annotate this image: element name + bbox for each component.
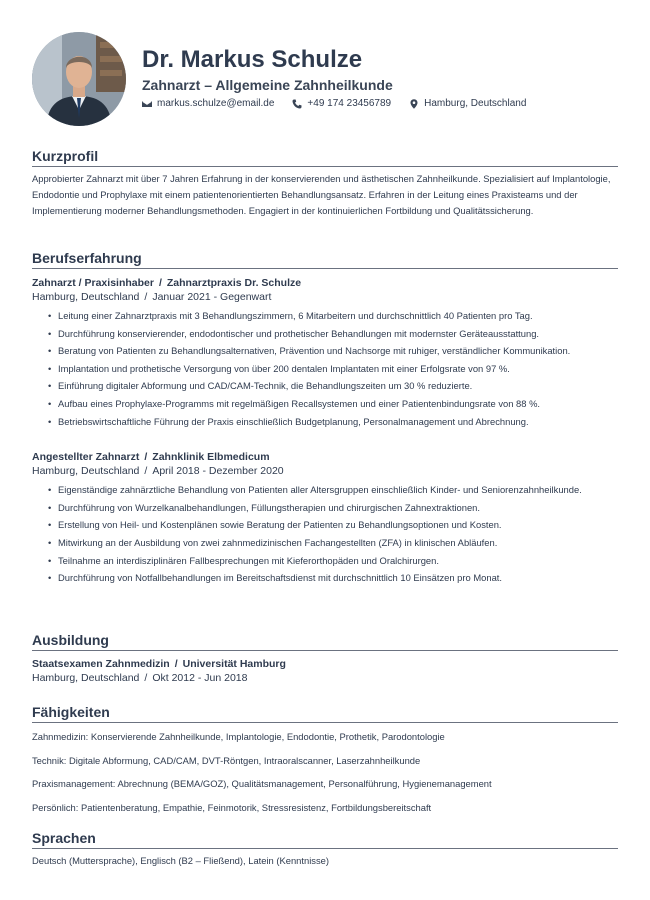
section-heading: Fähigkeiten (32, 704, 618, 723)
section-heading: Kurzprofil (32, 148, 618, 167)
education-degree: Staatsexamen Zahnmedizin (32, 658, 170, 670)
job-bullets (32, 307, 618, 430)
job-bullets (32, 481, 618, 587)
bullet-item: • Beratung von Patienten zu Behandlungsalternativen, Prävention und Nachsorge mit ruhiger, verständlicher Kommunikation. (32, 342, 618, 360)
bullet-item: • Mitwirkung an der Ausbildung von zwei zahnmedizinischen Fachangestellten (ZFA) in klinischen Abläufen. (32, 534, 618, 552)
section-skills (32, 704, 618, 819)
skill-line: Technik: Digitale Abformung, CAD/CAM, DVT-Röntgen, Intraoralscanner, Laserzahnheilkunde (32, 754, 421, 766)
skill-line: Zahnmedizin: Konservierende Zahnheilkunde, Implantologie, Endodontie, Prothetik, Parodontologie (32, 731, 445, 742)
bullet-item: • Implantation und prothetische Versorgung von über 200 dentalen Implantaten mit einer Erfolgsrate von 97 %. (32, 360, 618, 378)
job-title-headline: Zahnarzt – Allgemeine Zahnheilkunde (142, 77, 393, 93)
bullet-item: • Durchführung von Notfallbehandlungen im Bereitschaftsdienst mit durchschnittlich 10 Einsätzen pro Monat. (32, 569, 618, 587)
profile-photo (32, 32, 126, 126)
bullet-item: • Durchführung konservierender, endodontischer und prothetischer Behandlungen mit modernster Geräteausstattung. (32, 325, 618, 343)
job-period: April 2018 - Dezember 2020 (152, 465, 284, 478)
skills-list (32, 725, 618, 819)
map-pin-icon (409, 99, 419, 109)
skill-line: Praxismanagement: Abrechnung (BEMA/GOZ), Qualitätsmanagement, Personalführung, Hygienemanagement (32, 778, 492, 789)
resume-header (32, 0, 618, 128)
bullet-item: • Eigenständige zahnärztliche Behandlung von Patienten aller Altersgruppen einschließlich Kinder- und Seniorenzahnheilkunde. (32, 481, 618, 499)
education-meta: Hamburg, Deutschland / Okt 2012 - Jun 2018 (32, 672, 248, 684)
section-languages (32, 830, 618, 869)
job-meta: Hamburg, Deutschland / April 2018 - Dezember 2020 (32, 465, 284, 478)
bullet-item: • Einführung digitaler Abformung und CAD/CAM-Technik, die Behandlungszeiten um 30 % reduzierte. (32, 377, 618, 395)
avatar (32, 32, 126, 126)
job-location: Hamburg, Deutschland (32, 291, 140, 303)
phone-icon (292, 99, 302, 109)
section-profile (32, 148, 618, 219)
job-meta: Hamburg, Deutschland / Januar 2021 - Gegenwart (32, 291, 272, 303)
section-education (32, 632, 618, 686)
phone-text: +49 174 23456789 (307, 98, 392, 109)
education-period: Okt 2012 - Jun 2018 (152, 672, 248, 684)
contact-location (409, 98, 526, 109)
contact-email[interactable] (142, 98, 274, 109)
skill-line: Persönlich: Patientenberatung, Empathie, Feinmotorik, Stressresistenz, Fortbildungsbereitschaft (32, 801, 432, 813)
contact-row (142, 98, 526, 109)
job-title-line: Angestellter Zahnarzt / Zahnklinik Elbmedicum (32, 451, 270, 464)
bullet-item: • Aufbau eines Prophylaxe-Programms mit regelmäßigen Recallsystemen und einer Patientenbindungsrate von 88 %. (32, 395, 618, 413)
job-period: Januar 2021 - Gegenwart (152, 291, 272, 303)
candidate-name: Dr. Markus Schulze (142, 46, 363, 73)
education-title-line: Staatsexamen Zahnmedizin / Universität Hamburg (32, 658, 286, 670)
job-location: Hamburg, Deutschland (32, 465, 140, 478)
languages-text: Deutsch (Muttersprache), Englisch (B2 – Fließend), Latein (Kenntnisse) (32, 855, 330, 866)
section-heading: Sprachen (32, 830, 618, 849)
bullet-item: • Durchführung von Wurzelkanalbehandlungen, Füllungstherapien und chirurgischen Zahnextraktionen. (32, 499, 618, 517)
job-title-line: Zahnarzt / Praxisinhaber / Zahnarztpraxis Dr. Schulze (32, 277, 302, 289)
location-text: Hamburg, Deutschland (424, 98, 527, 109)
section-heading: Ausbildung (32, 632, 618, 651)
profile-text: Approbierter Zahnarzt mit über 7 Jahren Erfahrung in der konservierenden und ästhetischen Zahnheilkunde. Spezialisiert auf Implantologie, Endodontie und Prophylaxe mit einem patientenorientierten Behandlungsansatz. Erfahren in der Leitung eines Praxisteams und der Implementierung moderner Behandlungsmethoden. Engagiert in der kontinuierlichen Fortbildung und Qualitätssicherung. (32, 173, 611, 216)
job-employer: Zahnarztpraxis Dr. Schulze (166, 277, 302, 289)
education-school: Universität Hamburg (182, 658, 286, 670)
job-role: Angestellter Zahnarzt (32, 451, 140, 464)
job-entry (32, 276, 618, 430)
section-heading: Berufserfahrung (32, 250, 618, 269)
job-role: Zahnarzt / Praxisinhaber (32, 277, 154, 289)
education-entry (32, 657, 618, 686)
envelope-icon (142, 99, 152, 109)
bullet-item: • Erstellung von Heil- und Kostenplänen sowie Beratung der Patienten zu Behandlungsoptionen und Kosten. (32, 516, 618, 534)
email-text: markus.schulze@email.de (157, 98, 275, 109)
contact-phone[interactable] (292, 98, 391, 109)
job-entry (32, 450, 618, 587)
section-experience (32, 250, 618, 587)
bullet-item: • Leitung einer Zahnarztpraxis mit 3 Behandlungszimmern, 6 Mitarbeitern und durchschnittlich 40 Patienten pro Tag. (32, 307, 618, 325)
education-location: Hamburg, Deutschland (32, 672, 140, 684)
bullet-item: • Teilnahme an interdisziplinären Fallbesprechungen mit Kieferorthopäden und Oralchirurgen. (32, 552, 618, 570)
job-employer: Zahnklinik Elbmedicum (152, 451, 270, 464)
bullet-item: • Betriebswirtschaftliche Führung der Praxis einschließlich Budgetplanung, Personalmanagement und Abrechnung. (32, 413, 618, 431)
